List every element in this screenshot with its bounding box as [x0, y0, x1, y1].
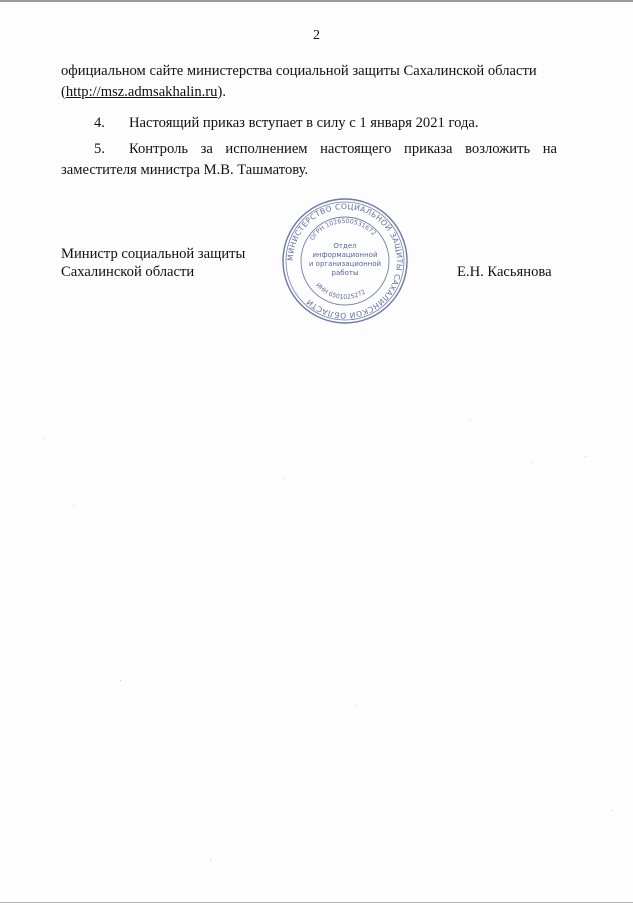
list-item-5: [61, 139, 557, 181]
item-text-line2: заместителя министра М.В. Ташматову.: [61, 162, 309, 178]
page-number: 2: [313, 28, 320, 43]
bottom-scan-edge: [0, 902, 633, 903]
paragraph-text: официальном сайте министерства социальной защиты Сахалинской области: [61, 63, 537, 79]
item-text: Настоящий приказ вступает в силу с 1 января 2021 года.: [129, 115, 479, 131]
scan-speck: [210, 860, 211, 861]
ministry-website-link[interactable]: http://msz.admsakhalin.ru: [65, 84, 218, 100]
scan-speck: [283, 478, 284, 479]
stamp-inn: ИНН 6501025272: [314, 281, 367, 301]
top-scan-edge: [0, 0, 633, 2]
stamp-seal-graphic: [280, 196, 410, 326]
stamp-center-line1: Отдел: [333, 242, 357, 250]
item-number: 5.: [94, 141, 105, 157]
scan-speck: [44, 438, 45, 439]
scan-speck: [73, 505, 74, 506]
paragraph-continuation: [61, 61, 557, 103]
scan-speck: [355, 705, 356, 706]
signature-position: [61, 245, 245, 281]
stamp-ogrn: ОГРН 1026500531672: [308, 217, 378, 242]
stamp-center-line2: информационной: [312, 251, 378, 259]
svg-text:ОГРН 1026500531672: [309, 218, 377, 242]
list-item-4: [61, 113, 557, 134]
scan-speck: [612, 810, 613, 811]
item-text-line1: Контроль за исполнением настоящего приказа возложить на: [129, 141, 557, 157]
scan-speck: [120, 680, 121, 681]
item-first-line: [61, 139, 557, 160]
link-suffix: ).: [217, 84, 226, 100]
signature-position-line2: Сахалинской области: [61, 264, 195, 280]
item-number: 4.: [94, 115, 105, 131]
link-prefix: (: [61, 84, 66, 100]
stamp-center-line4: работы: [331, 269, 359, 277]
stamp-center-line3: и организационной: [308, 260, 382, 268]
official-stamp: [280, 196, 410, 326]
stamp-ring-text: МИНИСТЕРСТВО СОЦИАЛЬНОЙ ЗАЩИТЫ САХАЛИНСКОЙ ОБЛАСТИ: [285, 201, 405, 321]
signer-name: Е.Н. Касьянова: [457, 264, 552, 280]
scan-speck: [470, 420, 471, 421]
scan-speck: [585, 456, 586, 457]
signature-position-line1: Министр социальной защиты: [61, 246, 246, 262]
scan-speck: [532, 462, 533, 463]
